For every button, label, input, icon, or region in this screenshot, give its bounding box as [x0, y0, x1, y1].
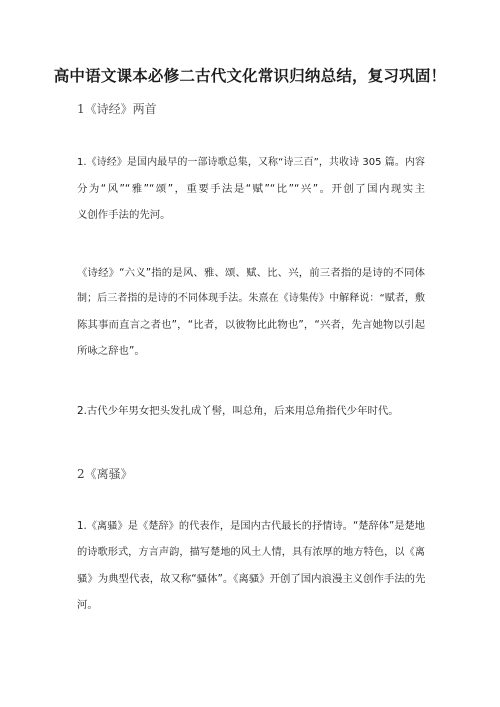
- text-line: 分为“风”“雅”“颂”，重要手法是“赋”“比”“兴”。开创了国内现实主: [77, 183, 425, 195]
- paragraph-shijing-liuyi: [77, 260, 425, 364]
- text-line: 义创作手法的先河。: [77, 209, 171, 221]
- paragraph-lisao-intro: [77, 514, 425, 618]
- text-line: 1.《离骚》是《楚辞》的代表作，是国内古代最长的抒情诗。“楚辞体”是楚地: [77, 521, 425, 532]
- text-line: 《诗经》“六义”指的是风、雅、颂、赋、比、兴，前三者指的是诗的不同体: [77, 267, 425, 279]
- text-line: 1.《诗经》是国内最早的一部诗歌总集，又称“诗三百”，共收诗 305 篇。内容: [77, 157, 425, 168]
- text-line: 的诗歌形式，方言声韵，描写楚地的风土人情，具有浓厚的地方特色，以《离: [77, 547, 425, 558]
- paragraph-shijing-zongjiao: [77, 398, 425, 424]
- text-line: 制；后三者指的是诗的不同体现手法。朱熹在《诗集传》中解释说：“赋者，敷: [77, 293, 425, 304]
- section-heading-shijing: 1《诗经》两首: [77, 102, 157, 116]
- text-line: 所咏之辞也”。: [77, 345, 145, 357]
- text-line: 2.古代少年男女把头发扎成丫髻，叫总角，后来用总角指代少年时代。: [77, 405, 399, 417]
- page-title: 高中语文课本必修二古代文化常识归纳总结，复习巩固！: [53, 66, 447, 85]
- paragraph-shijing-intro: [77, 150, 425, 228]
- text-line: 骚》为典型代表，故又称“骚体”。《离骚》开创了国内浪漫主义创作手法的先: [77, 573, 425, 585]
- text-line: 河。: [77, 599, 98, 611]
- text-line: 陈其事而直言之者也”，“比者，以彼物比此物也”，“兴者，先言她物以引起: [77, 319, 425, 331]
- section-heading-lisao: 2《离骚》: [77, 467, 133, 481]
